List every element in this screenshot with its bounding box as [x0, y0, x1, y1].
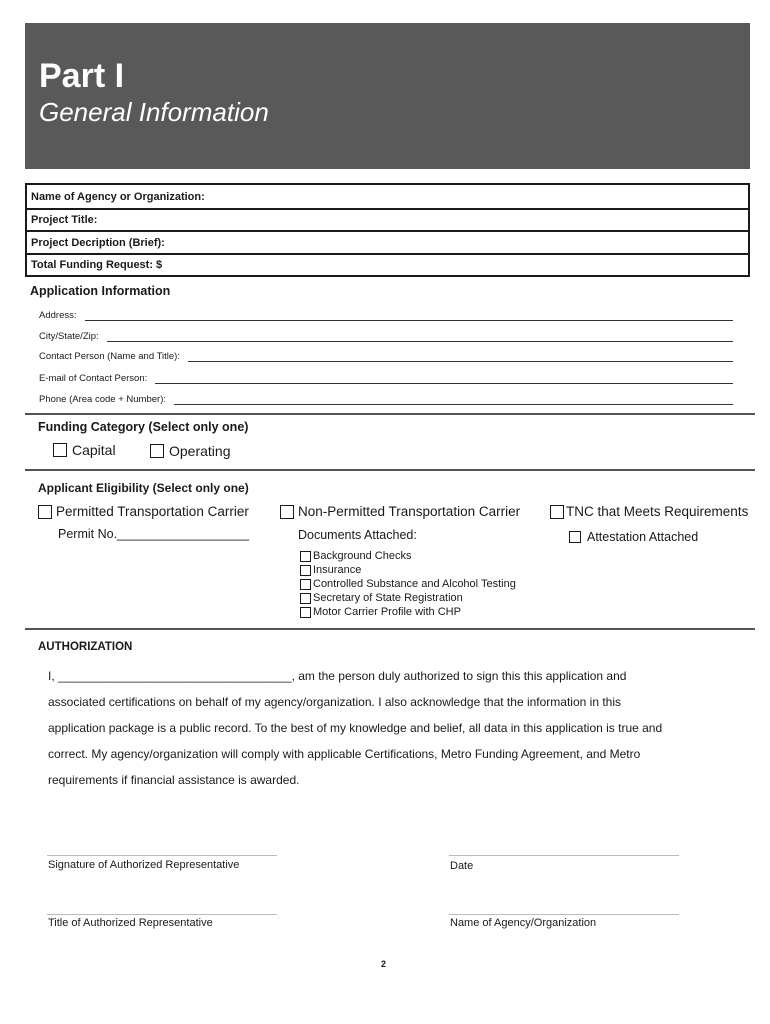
attestation-label: Attestation Attached	[587, 530, 699, 544]
authorization-text	[48, 663, 738, 793]
signature-line[interactable]	[47, 855, 277, 856]
state-registration-checkbox[interactable]	[300, 593, 311, 604]
agency-line[interactable]	[449, 914, 679, 915]
phone-row[interactable]	[39, 394, 733, 405]
operating-label: Operating	[169, 443, 231, 459]
address-label: Address:	[39, 310, 77, 321]
title-line[interactable]	[47, 914, 277, 915]
tnc-label: TNC that Meets Requirements	[566, 504, 749, 519]
authorization-line: requirements if financial assistance is awarded.	[48, 773, 300, 787]
agency-name-label: Name of Agency or Organization:	[31, 190, 205, 203]
agency-name-field[interactable]	[25, 183, 750, 210]
background-checks-checkbox[interactable]	[300, 551, 311, 562]
capital-option[interactable]	[53, 442, 116, 458]
substance-testing-checkbox[interactable]	[300, 579, 311, 590]
signature-label: Signature of Authorized Representative	[48, 859, 240, 871]
date-label: Date	[450, 860, 474, 872]
part-header	[25, 23, 750, 169]
authorization-line: I, ___________________________________, am the person duly authorized to sign this this application and	[48, 669, 627, 683]
page-number: 2	[381, 959, 387, 969]
divider	[25, 628, 755, 630]
list-item[interactable]	[300, 549, 516, 563]
funding-request-field[interactable]	[25, 255, 750, 277]
insurance-checkbox[interactable]	[300, 565, 311, 576]
capital-checkbox[interactable]	[53, 443, 67, 457]
insurance-label: Insurance	[313, 564, 362, 576]
city-row[interactable]	[39, 331, 733, 342]
state-registration-label: Secretary of State Registration	[313, 592, 463, 604]
city-label: City/State/Zip:	[39, 331, 99, 342]
authorization-line: correct. My agency/organization will comply with applicable Certifications, Metro Funding Agreement, and Metro	[48, 747, 641, 761]
tnc-option[interactable]	[550, 504, 748, 519]
application-info-title: Application Information	[30, 284, 171, 298]
part-subtitle: General Information	[39, 97, 269, 127]
non-permitted-label: Non-Permitted Transportation Carrier	[298, 504, 521, 519]
email-label: E-mail of Contact Person:	[39, 373, 148, 384]
project-title-label: Project Title:	[31, 214, 98, 226]
permitted-checkbox[interactable]	[38, 505, 52, 519]
tnc-checkbox[interactable]	[550, 505, 564, 519]
email-line[interactable]	[155, 374, 733, 384]
operating-option[interactable]	[150, 443, 230, 459]
list-item[interactable]	[300, 591, 516, 605]
project-description-field[interactable]	[25, 232, 750, 255]
project-description-label: Project Decription (Brief):	[31, 236, 165, 249]
phone-label: Phone (Area code + Number):	[39, 394, 166, 405]
operating-checkbox[interactable]	[150, 444, 164, 458]
funding-request-label: Total Funding Request: $	[31, 259, 163, 271]
authorization-line: associated certifications on behalf of my agency/organization. I also acknowledge that the information in this	[48, 695, 621, 709]
capital-label: Capital	[72, 442, 116, 458]
attestation-checkbox[interactable]	[569, 531, 581, 543]
title-label: Title of Authorized Representative	[48, 917, 213, 929]
carrier-profile-checkbox[interactable]	[300, 607, 311, 618]
documents-attached-label: Documents Attached:	[298, 528, 417, 542]
divider	[25, 413, 755, 415]
phone-line[interactable]	[174, 395, 733, 405]
documents-list	[300, 549, 516, 619]
city-line[interactable]	[107, 332, 733, 342]
divider	[25, 469, 755, 471]
attestation-option[interactable]	[569, 530, 698, 544]
address-line[interactable]	[85, 311, 734, 321]
permitted-option[interactable]	[38, 504, 249, 519]
address-row[interactable]	[39, 310, 733, 321]
permitted-label: Permitted Transportation Carrier	[56, 504, 249, 519]
carrier-profile-label: Motor Carrier Profile with CHP	[313, 606, 461, 618]
funding-category-title: Funding Category (Select only one)	[38, 420, 249, 434]
permit-number-field[interactable]: Permit No.___________________	[58, 527, 250, 541]
part-title: Part I	[39, 57, 125, 95]
authorization-title: AUTHORIZATION	[38, 641, 133, 653]
list-item[interactable]	[300, 577, 516, 591]
list-item[interactable]	[300, 563, 516, 577]
background-checks-label: Background Checks	[313, 550, 412, 562]
date-line[interactable]	[449, 855, 679, 856]
agency-label: Name of Agency/Organization	[450, 917, 597, 929]
non-permitted-option[interactable]	[280, 504, 520, 519]
contact-line[interactable]	[188, 352, 733, 362]
substance-testing-label: Controlled Substance and Alcohol Testing	[313, 578, 516, 590]
eligibility-title: Applicant Eligibility (Select only one)	[38, 481, 249, 495]
contact-row[interactable]	[39, 351, 733, 362]
authorization-line: application package is a public record. To the best of my knowledge and belief, all data in this application is true and	[48, 721, 663, 735]
non-permitted-checkbox[interactable]	[280, 505, 294, 519]
list-item[interactable]	[300, 605, 516, 619]
email-row[interactable]	[39, 373, 733, 384]
contact-label: Contact Person (Name and Title):	[39, 351, 180, 362]
project-title-field[interactable]	[25, 210, 750, 232]
